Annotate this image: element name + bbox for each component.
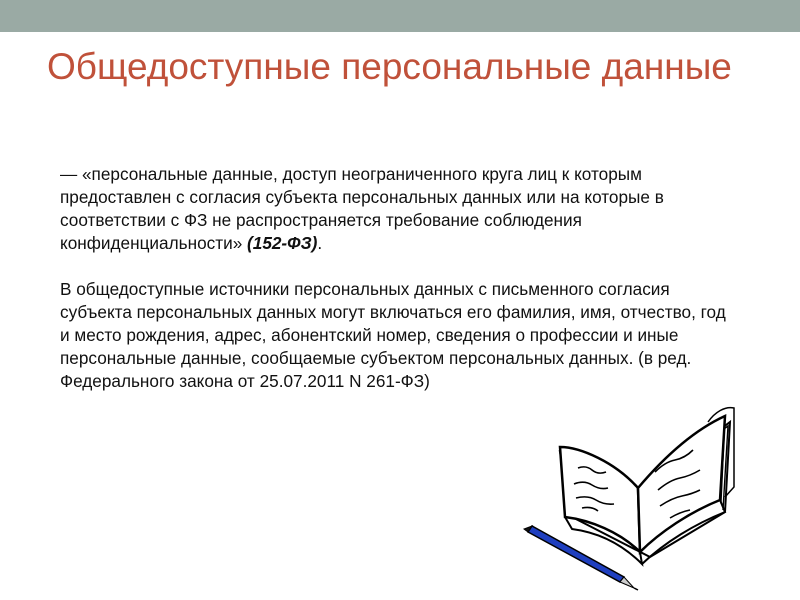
slide-body [60,163,740,393]
definition-end: . [317,233,323,253]
law-reference: (152-ФЗ) [247,233,318,253]
definition-paragraph [60,163,740,255]
top-bar [0,0,800,32]
book-illustration [520,392,740,592]
slide-title: Общедоступные персональные данные [47,46,732,87]
definition-text: — «персональные данные, доступ неограниченного круга лиц к которым предоставлен с согласия субъекта персональных данных или на которые в соответствии с ФЗ не распространяется требование соблюдения конфиденциальности» [60,164,664,253]
open-book-icon [560,408,734,564]
sources-paragraph: В общедоступные источники персональных данных с письменного согласия субъекта персональных данных могут включаться его фамилия, имя, отчество, год и место рождения, адрес, абонентский номер, сведения о профессии и иные персональные данные, сообщаемые субъектом персональных данных. (в ред. Федерального закона от 25.07.2011 N 261-ФЗ) [60,279,726,391]
